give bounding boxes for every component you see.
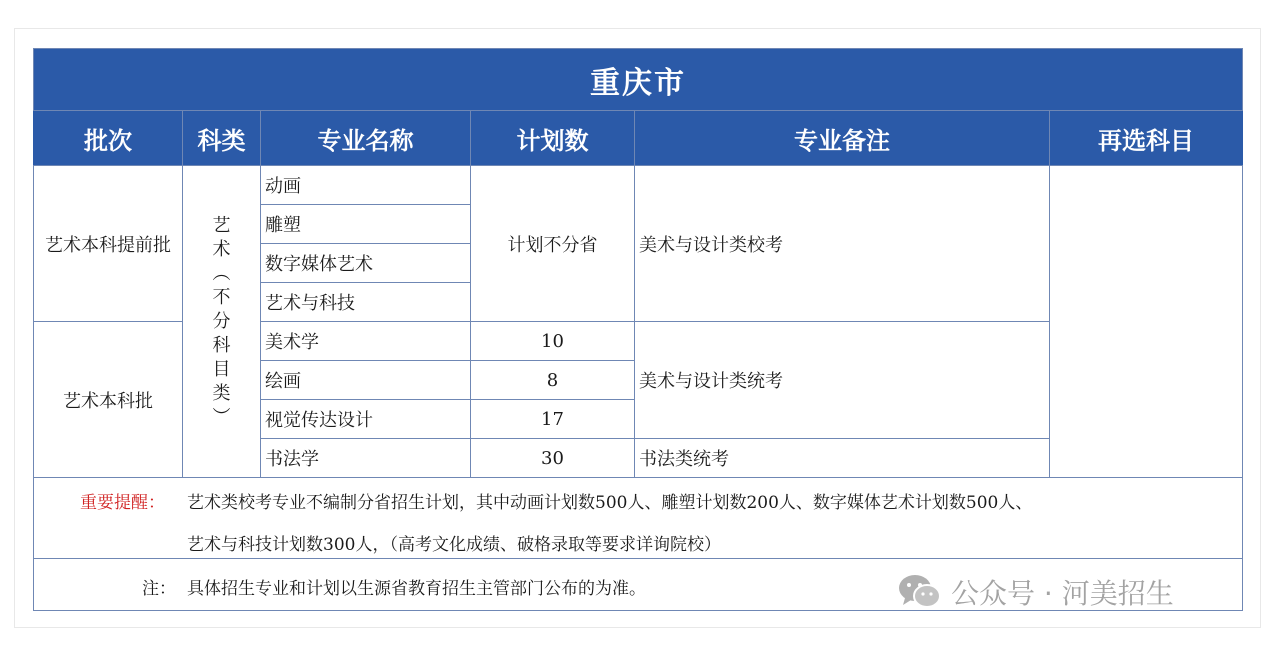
remark-regular: 美术与设计类统考: [635, 322, 1050, 439]
header-remark: 专业备注: [635, 111, 1050, 166]
major-cell: 雕塑: [261, 205, 471, 244]
table-title: 重庆市: [34, 49, 1243, 111]
remark-shufa: 书法类统考: [635, 439, 1050, 478]
important-label: 重要提醒：: [80, 493, 165, 513]
header-major: 专业名称: [261, 111, 471, 166]
major-cell: 绘画: [261, 361, 471, 400]
footnote-text: 具体招生专业和计划以生源省教育招生主管部门公布的为准。: [187, 579, 646, 599]
wechat-icon: [897, 572, 943, 612]
header-plan: 计划数: [471, 111, 635, 166]
major-cell: 美术学: [261, 322, 471, 361]
major-cell: 视觉传达设计: [261, 400, 471, 439]
plan-cell: 10: [471, 322, 635, 361]
header-reselect: 再选科目: [1050, 111, 1243, 166]
major-cell: 动画: [261, 166, 471, 205]
important-text-line2: 艺术与科技计划数300人，（高考文化成绩、破格录取等要求详询院校）: [187, 535, 721, 555]
footnote-label: 注：: [142, 579, 176, 599]
plan-early-group: 计划不分省: [471, 166, 635, 322]
important-note: [34, 478, 1243, 559]
remark-early: 美术与设计类校考: [635, 166, 1050, 322]
plan-cell: 30: [471, 439, 635, 478]
major-cell: 艺术与科技: [261, 283, 471, 322]
batch-regular: 艺术本科批: [34, 322, 183, 478]
header-batch: 批次: [34, 111, 183, 166]
subject-category: 艺 术 ︵ 不 分 科 目 类 ︶: [183, 166, 261, 478]
batch-early: 艺术本科提前批: [34, 166, 183, 322]
major-cell: 数字媒体艺术: [261, 244, 471, 283]
important-text-line1: 艺术类校考专业不编制分省招生计划，其中动画计划数500人、雕塑计划数200人、数字媒体艺术计划数500人、: [187, 493, 1033, 513]
watermark-text: 公众号 · 河美招生: [951, 577, 1174, 610]
plan-cell: 8: [471, 361, 635, 400]
header-subject: 科类: [183, 111, 261, 166]
plan-cell: 17: [471, 400, 635, 439]
major-cell: 书法学: [261, 439, 471, 478]
reselect-cell: [1050, 166, 1243, 478]
watermark: [897, 572, 1174, 612]
admission-plan-table: [33, 48, 1243, 611]
